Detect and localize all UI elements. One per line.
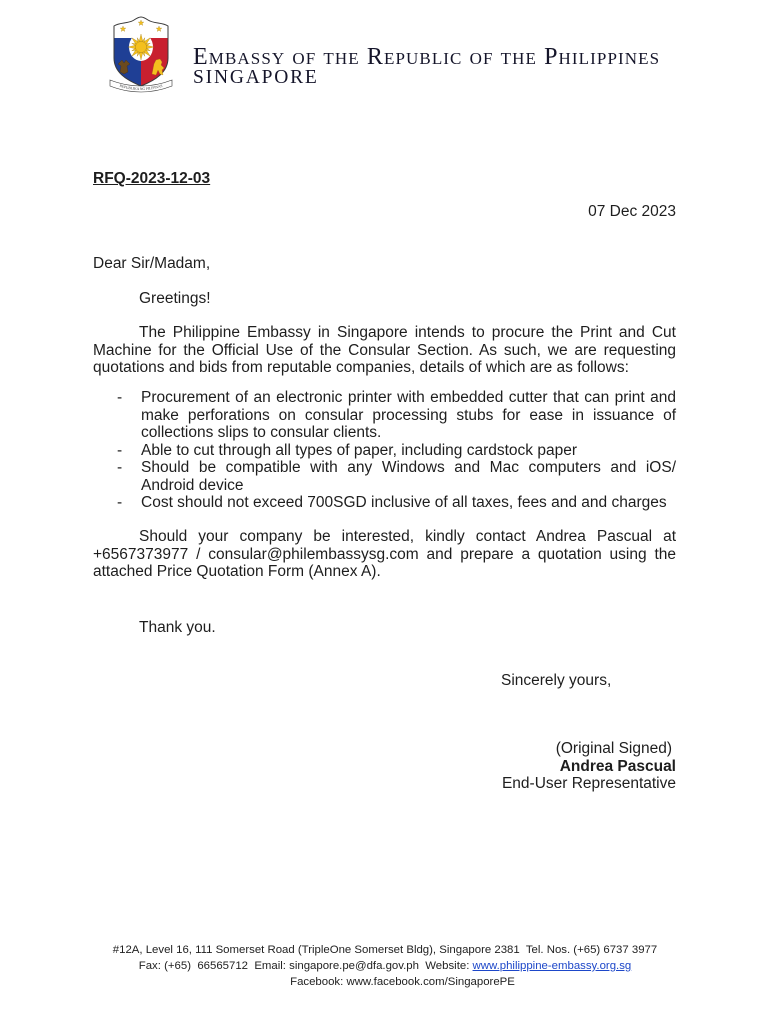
list-item (117, 459, 676, 494)
contact-line: +6567373977 / consular@philembassysg.com and prepare a quotation using the (93, 545, 676, 563)
intro-line: The Philippine Embassy in Singapore intends to procure the Print and Cut (139, 324, 676, 341)
list-item-line: Able to cut through all types of paper, including cardstock paper (141, 441, 577, 459)
footer-facebook: Facebook: www.facebook.com/SingaporePE (290, 976, 515, 988)
list-item (117, 442, 676, 460)
page-footer (0, 942, 770, 990)
list-item-line: Should be compatible with any Windows and Mac computers and iOS/ (141, 459, 676, 476)
list-item-line: make perforations on consular processing stubs for ease in issuance of (141, 406, 676, 424)
signatory-name: Andrea Pascual (559, 757, 676, 775)
salutation: Dear Sir/Madam, (93, 255, 211, 272)
bullet-marker: - (117, 441, 123, 459)
list-item-line: collections slips to consular clients. (141, 424, 382, 441)
list-item-line: Android device (141, 476, 244, 494)
seal-sun-icon (128, 34, 154, 60)
list-item (117, 389, 676, 442)
letter-date: 07 Dec 2023 (588, 203, 676, 220)
bullet-marker: - (117, 494, 123, 511)
contact-line: Should your company be interested, kindly contact Andrea Pascual at (139, 528, 676, 545)
embassy-seal (106, 14, 176, 94)
list-item (117, 494, 676, 512)
greeting: Greetings! (139, 290, 211, 307)
website-link[interactable]: www.philippine-embassy.org.sg (472, 960, 632, 972)
footer-contact-text: Fax: (+65) 66565712 Email: singapore.pe@dfa.gov.ph Website: (138, 960, 473, 972)
contact-line: attached Price Quotation Form (Annex A). (93, 563, 381, 580)
intro-line: Machine for the Official Use of the Consular Section. As such, we are requesting (93, 341, 676, 359)
footer-address: #12A, Level 16, 111 Somerset Road (TripleOne Somerset Bldg), Singapore 2381 Tel. Nos. (+65) 6737 3977 (112, 944, 658, 956)
bullet-marker: - (117, 459, 123, 476)
list-item-line: Cost should not exceed 700SGD inclusive of all taxes, fees and and charges (141, 494, 667, 511)
closing-thanks: Thank you. (139, 619, 216, 636)
signature-block (400, 740, 676, 793)
letterhead-title: Embassy of the Republic of the Philippines (193, 44, 661, 70)
footer-contact-line (0, 958, 770, 974)
signature-note: (Original Signed) (555, 740, 672, 757)
signatory-title: End-User Representative (501, 775, 676, 792)
intro-line: quotations and bids from reputable companies, details of which are as follows: (93, 359, 629, 376)
letterhead-location: SINGAPORE (193, 67, 319, 88)
complimentary-close: Sincerely yours, (501, 672, 612, 689)
list-item-line: Procurement of an electronic printer with embedded cutter that can print and (141, 389, 676, 406)
intro-paragraph (93, 324, 676, 377)
bullet-marker: - (117, 389, 123, 406)
requirements-list (117, 389, 676, 512)
reference-number: RFQ-2023-12-03 (93, 170, 211, 187)
contact-paragraph (93, 528, 676, 581)
seal-motto: REPUBLIKA NG PILIPINAS (119, 83, 163, 92)
